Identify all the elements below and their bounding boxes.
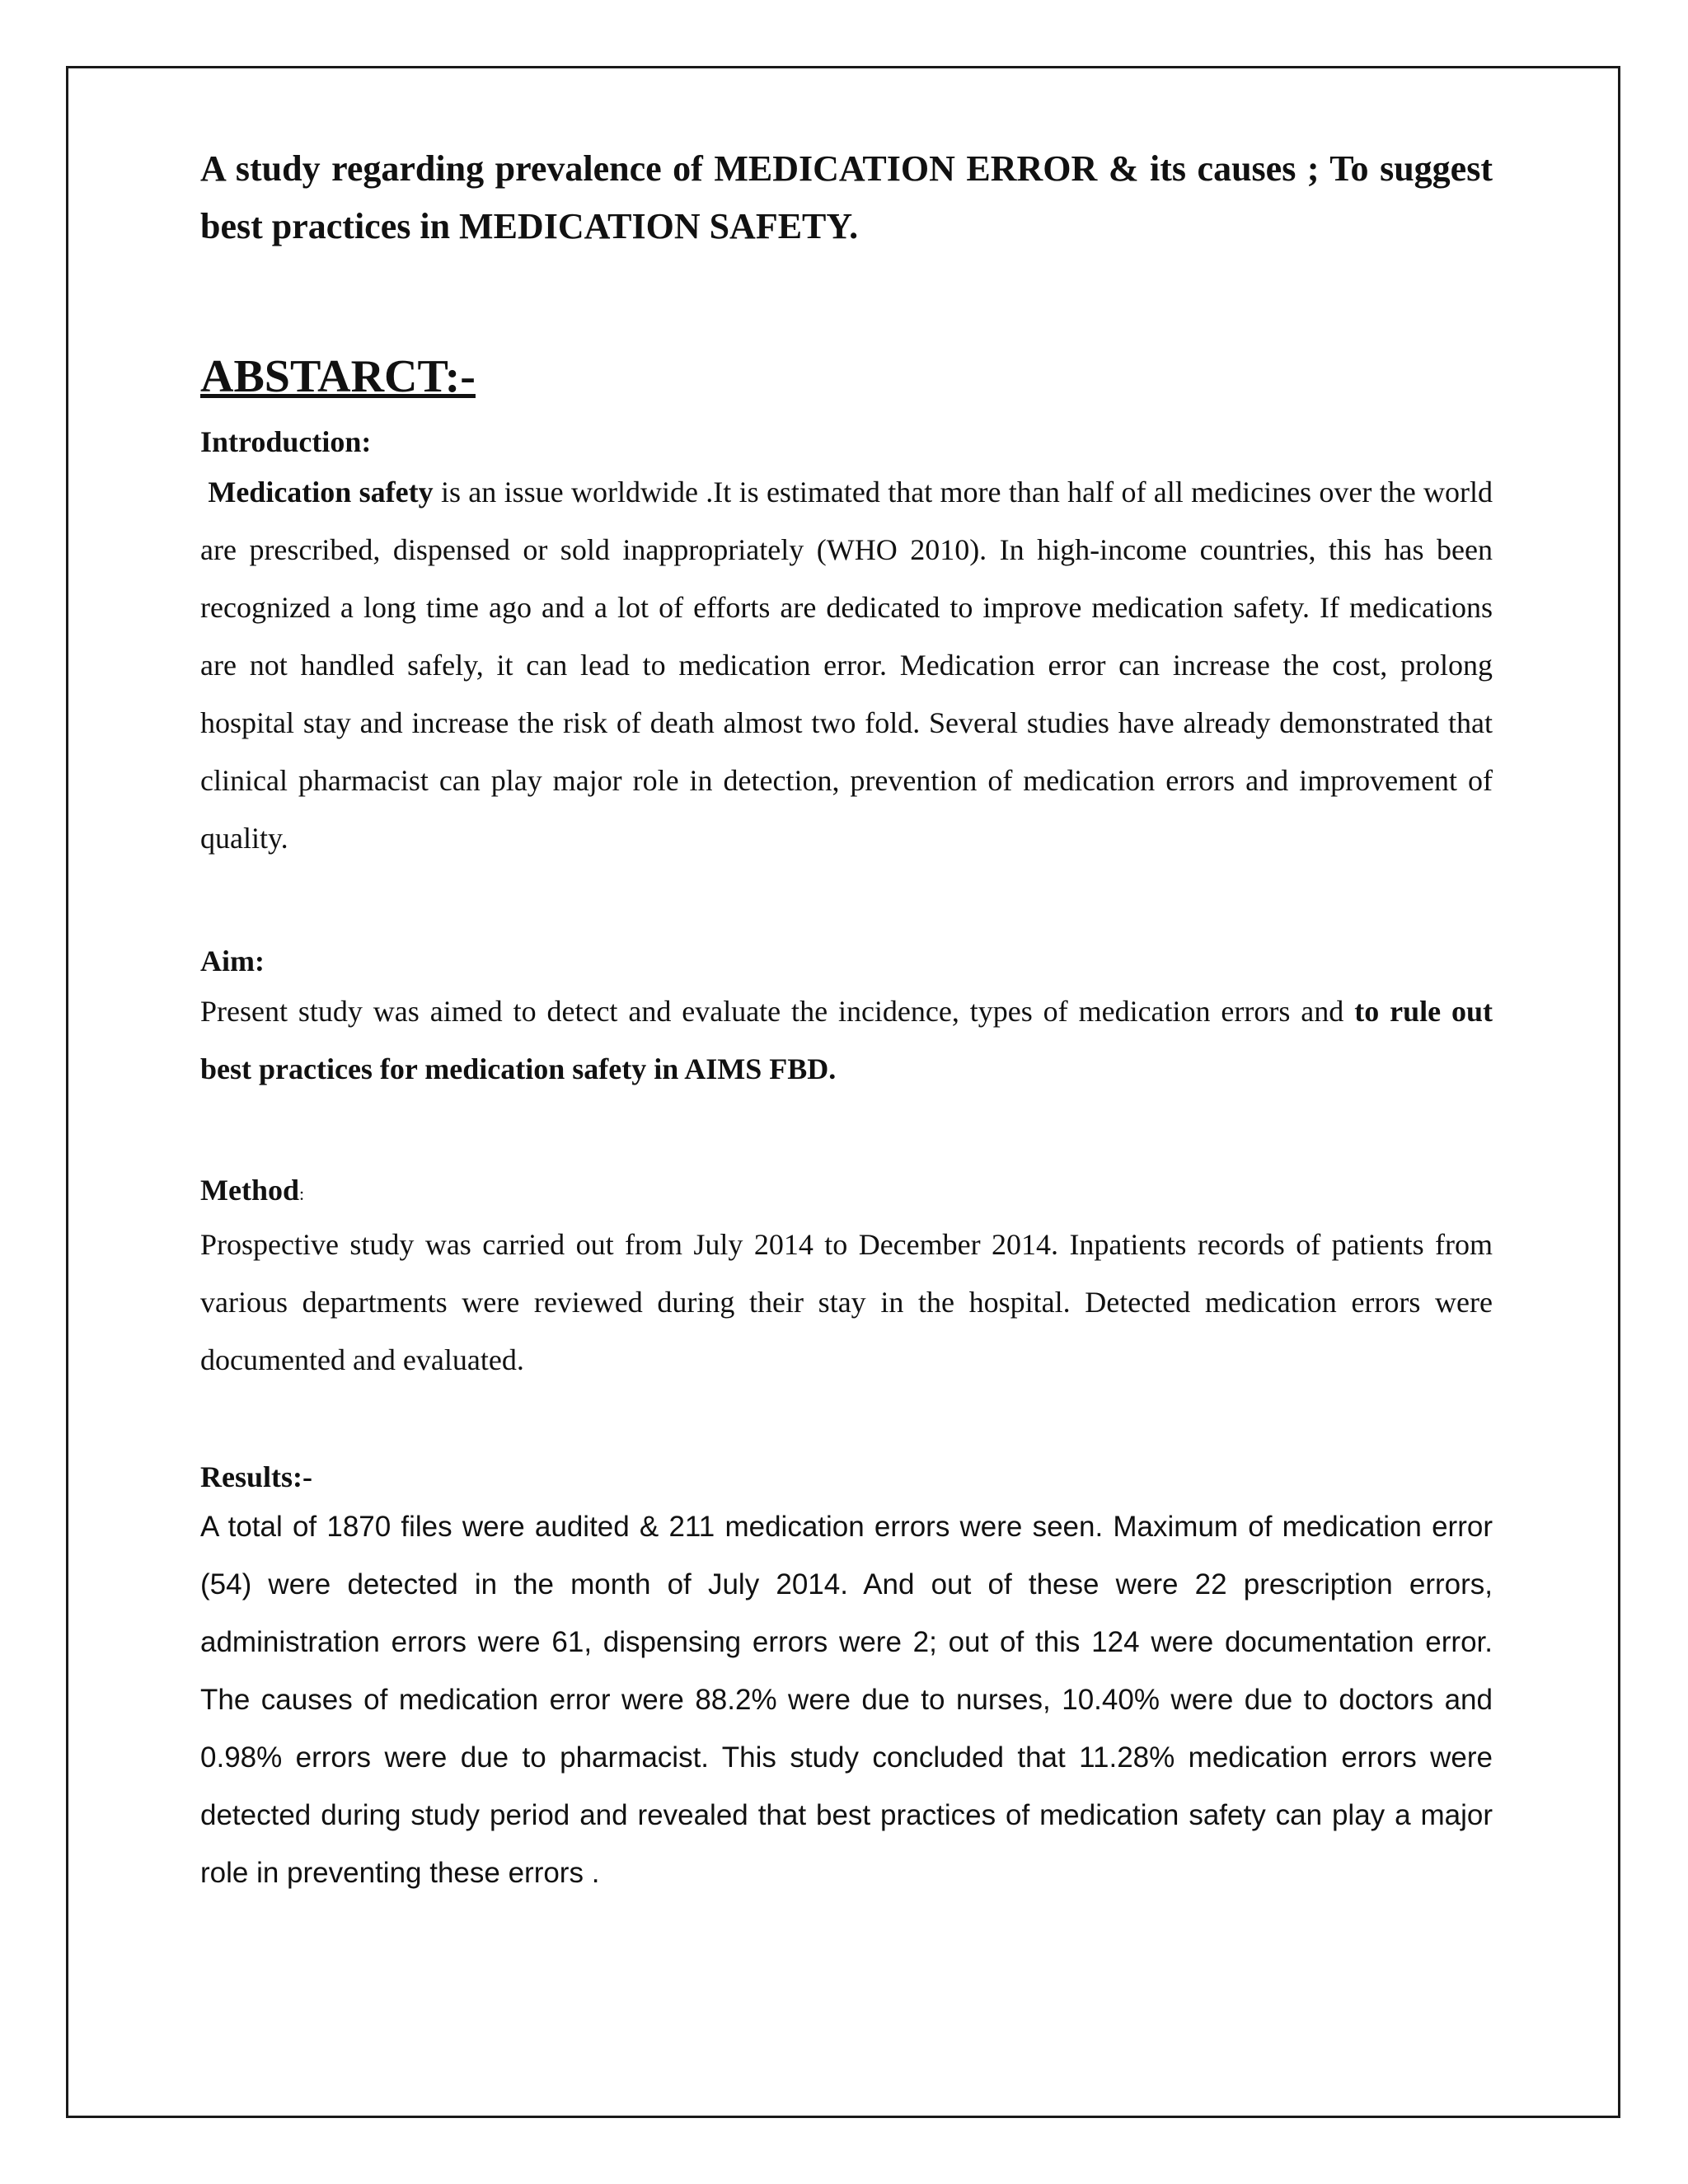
results-heading: Results:- xyxy=(200,1460,312,1493)
aim-heading: Aim: xyxy=(200,944,265,977)
method-text: Prospective study was carried out from July 2014 to December 2014. Inpatients records of patients from various departments were reviewed during their stay in the hospital. Detected medication errors were documented and evaluated. xyxy=(200,1228,1493,1376)
method-section xyxy=(200,1169,1493,1389)
results-section xyxy=(200,1455,1493,1902)
introduction-lead-bold: Medication safety xyxy=(208,476,434,509)
aim-section xyxy=(200,940,1493,1098)
method-heading-suffix: : xyxy=(299,1183,305,1204)
introduction-heading: Introduction: xyxy=(200,425,372,458)
introduction-text xyxy=(200,463,1493,867)
results-text: A total of 1870 files were audited & 211 medication errors were seen. Maximum of medication error (54) were detected in the month of July 2014. And out of these were 22 prescription errors, administration errors were 61, dispensing errors were 2; out of this 124 were documentation error. The causes of medication error were 88.2% were due to nurses, 10.40% were due to doctors and 0.98% errors were due to pharmacist. This study concluded that 11.28% medication errors were detected during study period and revealed that best practices of medication safety can play a major role in preventing these errors . xyxy=(200,1511,1493,1889)
aim-body: Present study was aimed to detect and evaluate the incidence, types of medication errors and xyxy=(200,995,1355,1028)
document-body xyxy=(200,140,1493,1889)
introduction-body: is an issue worldwide .It is estimated that more than half of all medicines over the world are prescribed, dispensed or sold inappropriately (WHO 2010). In high-income countries, this has been recognized a long time ago and a lot of efforts are dedicated to improve medication safety. If medications are not handled safely, it can lead to medication error. Medication error can increase the cost, prolong hospital stay and increase the risk of death almost two fold. Several studies have already demonstrated that clinical pharmacist can play major role in detection, prevention of medication errors and improvement of quality. xyxy=(200,476,1493,855)
aim-text xyxy=(200,982,1493,1098)
aim-bold-tail: to rule out best practices for medication safety in AIMS FBD. xyxy=(200,995,1493,1085)
document-title: A study regarding prevalence of MEDICATION ERROR & its causes ; To suggest best practices in MEDICATION SAFETY. xyxy=(200,148,1493,246)
method-heading-label: Method xyxy=(200,1174,299,1207)
method-heading xyxy=(200,1169,1493,1216)
abstract-heading: ABSTARCT:- xyxy=(200,351,476,402)
introduction-section xyxy=(200,420,1493,867)
